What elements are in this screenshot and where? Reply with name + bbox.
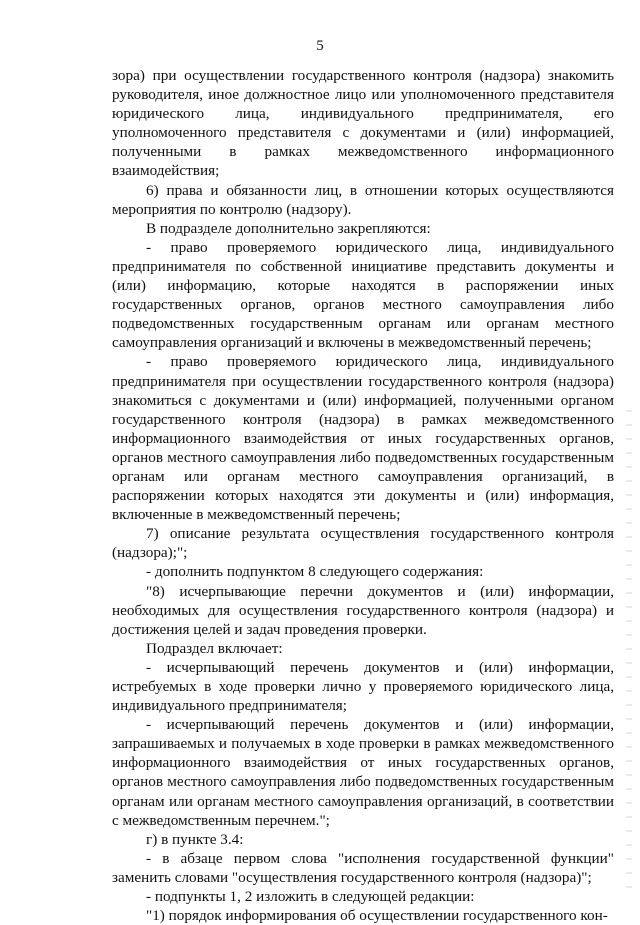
paragraph: - подпункты 1, 2 изложить в следующей редакции: (146, 888, 475, 906)
paragraph: 6) права и обязанности лиц, в отношении которых осуществляются мероприятия по контролю (надзору). (112, 181, 614, 218)
paragraph: - в абзаце первом слова "исполнения государственной функции" заменить словами "осуществления государственного контроля (надзора)"; (112, 849, 614, 886)
paragraph: - дополнить подпунктом 8 следующего содержания: (146, 563, 484, 581)
paragraph: - исчерпывающий перечень документов и (или) информации, истребуемых в ходе проверки лично у проверяемого юридического лица, индивидуального предпринимателя; (112, 658, 614, 715)
scan-edge-marks (626, 410, 632, 890)
paragraph: г) в пункте 3.4: (146, 830, 244, 848)
page-number: 5 (316, 38, 324, 54)
paragraph: - право проверяемого юридического лица, индивидуального предпринимателя по собственной инициативе представить документы и (или) информацию, которые находятся в распоряжении иных государственных органов, органов местного самоуправления либо подведомственных государственным органам или органам местного самоуправления организаций и включены в межведомственный перечень; (112, 238, 614, 352)
paragraph: - исчерпывающий перечень документов и (или) информации, запрашиваемых и получаемых в ходе проверки в рамках межведомственного информационного взаимодействия от иных государственных органов, органов местного самоуправления либо подведомственных государственным органам или органам местного самоуправления организаций, в соответствии с межведомственным перечнем."; (112, 716, 614, 829)
paragraph: Подраздел включает: (146, 639, 283, 657)
paragraph: В подразделе дополнительно закрепляются: (146, 219, 431, 237)
document-body (112, 66, 614, 925)
paragraph-last-line: "1) порядок информирования об осуществлении государственного кон- (146, 907, 608, 925)
paragraph: зора) при осуществлении государственного контроля (надзора) знакомить руководителя, иное должностное лицо или уполномоченного представителя юридического лица, индивидуального предпринимателя, его уполномоченного представителя с документами и (или) информацией, полученными в рамках межведомственного информационного взаимодействия; (112, 67, 614, 180)
paragraph: - право проверяемого юридического лица, индивидуального предпринимателя при осуществлении государственного контроля (надзора) знакомиться с документами и (или) информацией, полученными органом государственного контроля (надзора) в рамках межведомственного информационного взаимодействия от иных государственных органов, органов местного самоуправления либо подведомственных государственным органам или органам местного самоуправления организаций, в распоряжении которых находятся эти документы и (или) информация, включенные в межведомственный перечень; (112, 353, 614, 524)
paragraph: 7) описание результата осуществления государственного контроля (надзора);"; (112, 525, 614, 562)
paragraph: "8) исчерпывающие перечни документов и (или) информации, необходимых для осуществления государственного контроля (надзора) и достижения целей и задач проведения проверки. (112, 582, 614, 638)
